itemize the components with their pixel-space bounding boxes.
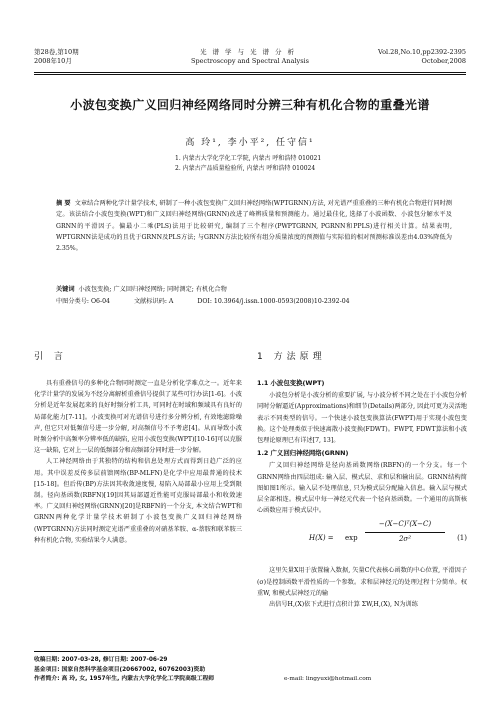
equation-exp: exp bbox=[345, 534, 358, 543]
paragraph: 小波包分析是小波分析的重要扩展, 与小波分析不同之处在于小波包分析同时分解逼近(Approximations)和细节(Details)两部分, 因此可更为灵活地表示不同类型的信号。一个快速小波包变换算法(FWPT)用于实现小波包变换。这个处理类似于快速离散小波变换(FDWT)。FWPT, FDWT算法和小波包理论原理已有详述[7, 13]。 bbox=[257, 392, 467, 445]
affiliation-1: 1. 内蒙古大学化学化工学院, 内蒙古 呼和浩特 010021 bbox=[175, 155, 322, 162]
abstract-text: 文章结合两种化学计量学技术, 研制了一种小波包变换广义回归神经网络(WPTGRNN)方法, 对光谱严重重叠的三种有机化合物进行同时测定。该法结合小波包变换(WPT)和广义回归神经网络(GRNN)改进了峰辨质量和预测能力。通过最佳化, 选择了小波函数、小波包分解水平及GRNN的平滑因子。偏最小二乘(PLS)法用于比较研究, 编制了三个程序(PWPTGRNN, PGRNN和PPLS)进行相关计算。结果表明, WPTGRNN法是成功的且优于GRNN及PLS方法; 与GRNN方法比较所有组分质量浓度的预测值与实际值的相对预测标准误差由4.03%降低为2.35%。 bbox=[56, 200, 452, 253]
volume-info bbox=[378, 48, 466, 66]
section-heading-method: 1 方法原理 bbox=[257, 352, 326, 362]
abstract bbox=[56, 198, 452, 254]
issue-number: 第28卷,第10期 bbox=[34, 48, 79, 56]
funding bbox=[34, 666, 466, 676]
paragraph: 这里矢量X用于放置输入数据, 矢量C代表核心函数的中心位置, 平滑因子(σ)是控制函数平滑性质的一个参数。求和层神经元的处理过程十分简单。权重W, 和模式层神经元的输 bbox=[257, 567, 467, 597]
subsection-heading: 1.2 广义回归神经网络(GRNN) bbox=[257, 449, 349, 458]
right-column bbox=[257, 352, 467, 610]
paragraph: 广义回归神经网络是径向基函数网络(RBFN)的一个分支。每一个GRNN网络由四层组成: 输入层、模式层、求和层和输出层。GRNN结构简图如图1所示。输入层不处理信息, 只为模式层分配输入信息。输入层与模式层全部相连。模式层中每一神经元代表一个径向基函数。一个通用的高斯核心函数应用于模式层中。 bbox=[257, 462, 467, 515]
equation-number: (1) bbox=[457, 534, 467, 543]
header-rule bbox=[34, 72, 466, 73]
affiliation-2: 2. 内蒙古产品质量检验所, 内蒙古 呼和浩特 010024 bbox=[175, 165, 316, 172]
received-date bbox=[34, 656, 466, 666]
equation-denominator: 2σ² bbox=[398, 534, 412, 543]
issue-date-zh: 2008年10月 bbox=[34, 57, 72, 65]
received-text: 收稿日期: 2007-03-28, 修订日期: 2007-06-29 bbox=[34, 657, 168, 663]
footnote-rule bbox=[34, 651, 154, 652]
volume-pages: Vol.28,No.10,pp2392-2395 bbox=[378, 48, 466, 56]
abstract-label: 摘 要 bbox=[56, 200, 71, 207]
author-list: 高 玲¹, 李小平², 任守信¹ bbox=[185, 138, 315, 148]
subsection-heading: 1.1 小波包变换(WPT) bbox=[257, 379, 325, 387]
document-code: 文献标识码: A bbox=[133, 298, 174, 305]
paragraph: 具有重叠信号的多种化合物同时测定一直是分析化学难点之一。近年来化学计量学的发展为不经分离解析重叠信号提供了某些可行办法[1-6]。小波分析是近年发展起来的良好时频分析工具, 可同时在时域和频域具有良好的局部化能力[7-11]。小波变换可对光谱信号进行多分辨分析, 有效地滤除噪声, 但它只对低频信号进一步分解, 对高频信号不予考虑[4]。从而导致小波时频分析中高频率分辨率低的缺陷, 应用小波包变换(WPT)[10-16]可以克服这一缺陷, 它对上一层的低频部分和高频部分同时进一步分解。 bbox=[34, 380, 242, 455]
issue-date-en: October,2008 bbox=[421, 57, 466, 65]
equation-numerator: −(X−C)ᵀ(X−C) bbox=[365, 519, 445, 532]
keywords bbox=[56, 284, 452, 295]
classification-line bbox=[56, 296, 452, 307]
clc-number: 中图分类号: O6-04 bbox=[56, 298, 110, 305]
paragraph: 出信号H,(X)依下式进行点积计算 ΣW,H,(X), N为训练 bbox=[269, 601, 418, 609]
keywords-label: 关键词 bbox=[56, 286, 75, 293]
equation-1 bbox=[257, 519, 467, 561]
author-bio-text: 作者简介: 高 玲, 女, 1957年生, 内蒙古大学化学化工学院高级工程师 bbox=[34, 676, 215, 682]
equation-fraction bbox=[365, 519, 445, 544]
section-heading-introduction: 引 言 bbox=[34, 352, 67, 362]
left-column bbox=[34, 352, 242, 546]
funding-text: 基金项目: 国家自然科学基金项目(20667002, 60762003)资助 bbox=[34, 666, 206, 673]
paper-title: 小波包变换广义回归神经网络同时分辨三种有机化合物的重叠光谱 bbox=[70, 98, 430, 112]
equation-lhs: H(X) = bbox=[309, 534, 334, 543]
keywords-text: 小波包变换; 广义回归神经网络; 同时测定; 有机化合物 bbox=[78, 286, 227, 293]
footnote bbox=[34, 656, 466, 685]
paragraph: 人工神经网络由于其独特的结构和信息处理方式而得到日趋广泛的应用。其中误差反传多层前馈网络(BP-MLFN)是化学中应用最普通的技术[15-18]。但后传(BP)方法因其收敛速度慢, 易陷入局部最小应用上受到限制。径向基函数(RBFN)[19]因其局部逼近性能可克服局部最小和收敛速率。广义回归神经网络(GRNN)[20]是RBFN的一个分支, 本文结合WPT和GRNN两种化学计量学技术研制了小波包变换广义回归神经网络(WPTGRNN)方法同时测定光谱严重重叠的对硝基苯胺、α-萘胺和联苯胺三种有机化合物, 实验结果令人满意。 bbox=[34, 458, 242, 544]
author-email[interactable]: e-mail: lingyuxi@hotmail.com bbox=[284, 676, 372, 682]
doi: DOI: 10.3964/j.issn.1000-0593(2008)10-2392-04 bbox=[197, 298, 350, 305]
author-bio bbox=[34, 675, 466, 685]
header-rule-thin bbox=[34, 74, 466, 75]
journal-name-zh: 光谱学与光谱分析 bbox=[200, 48, 300, 56]
journal-name-en: Spectroscopy and Spectral Analysis bbox=[191, 57, 309, 65]
affiliations bbox=[175, 154, 321, 174]
